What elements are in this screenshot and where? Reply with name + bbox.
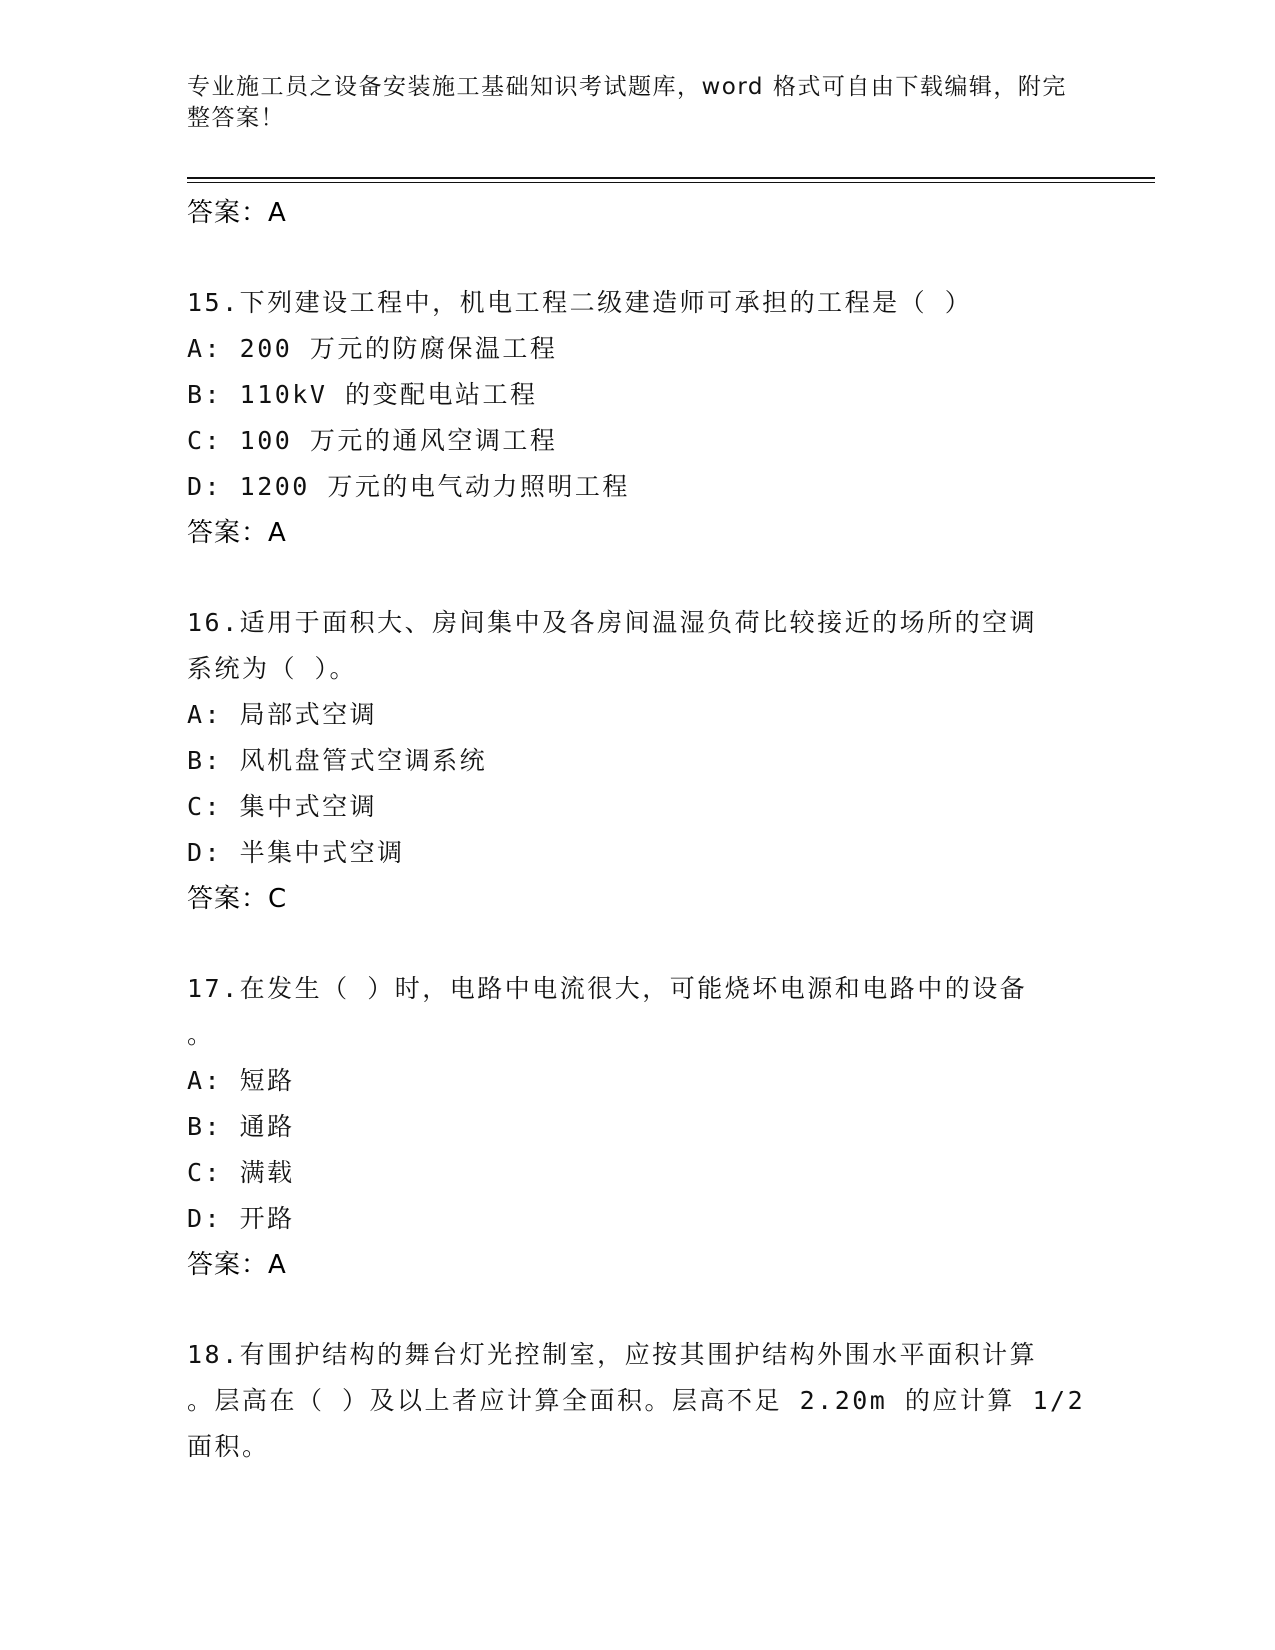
option-d: D: 开路 xyxy=(187,1204,295,1233)
option-b: B: 110kV 的变配电站工程 xyxy=(187,380,538,409)
header-line-2: 整答案！ xyxy=(187,105,285,131)
option-a: A: 短路 xyxy=(187,1066,295,1095)
answer-line: 答案：C xyxy=(187,884,288,914)
answer-line: 答案：A xyxy=(187,198,287,228)
option-a: A: 200 万元的防腐保温工程 xyxy=(187,334,558,363)
answer-line: 答案：A xyxy=(187,518,287,548)
header-rule-thin xyxy=(187,182,1155,183)
option-c: C: 满载 xyxy=(187,1158,295,1187)
question-text: 16.适用于面积大、房间集中及各房间温湿负荷比较接近的场所的空调 xyxy=(187,608,1038,637)
option-b: B: 通路 xyxy=(187,1112,295,1141)
question-text-continued: 系统为（ ）。 xyxy=(187,654,358,683)
option-c: C: 100 万元的通风空调工程 xyxy=(187,426,558,455)
spacer xyxy=(187,1288,1087,1332)
option-d: D: 半集中式空调 xyxy=(187,838,405,867)
spacer xyxy=(187,236,1087,280)
page-header xyxy=(187,72,1067,134)
answer-line: 答案：A xyxy=(187,1250,287,1280)
option-d: D: 1200 万元的电气动力照明工程 xyxy=(187,472,630,501)
question-block xyxy=(187,1332,1087,1470)
question-text: 17.在发生（ ）时，电路中电流很大，可能烧坏电源和电路中的设备 xyxy=(187,974,1028,1003)
question-text: 18.有围护结构的舞台灯光控制室，应按其围护结构外围水平面积计算 xyxy=(187,1340,1038,1369)
question-block xyxy=(187,280,1087,556)
option-b: B: 风机盘管式空调系统 xyxy=(187,746,488,775)
header-line-1: 专业施工员之设备安装施工基础知识考试题库，word 格式可自由下载编辑，附完 xyxy=(187,74,1067,100)
question-text-continued: 面积。 xyxy=(187,1432,270,1461)
question-text-continued: 。层高在（ ）及以上者应计算全面积。层高不足 2.20m 的应计算 1/2 xyxy=(187,1386,1086,1415)
header-rule-thick xyxy=(187,177,1155,179)
question-list xyxy=(187,190,1087,1470)
spacer xyxy=(187,556,1087,600)
question-text: 15.下列建设工程中，机电工程二级建造师可承担的工程是（ ） xyxy=(187,288,973,317)
question-block xyxy=(187,600,1087,922)
option-c: C: 集中式空调 xyxy=(187,792,378,821)
question-block xyxy=(187,966,1087,1288)
option-a: A: 局部式空调 xyxy=(187,700,378,729)
question-text-continued: 。 xyxy=(187,1020,215,1049)
spacer xyxy=(187,922,1087,966)
